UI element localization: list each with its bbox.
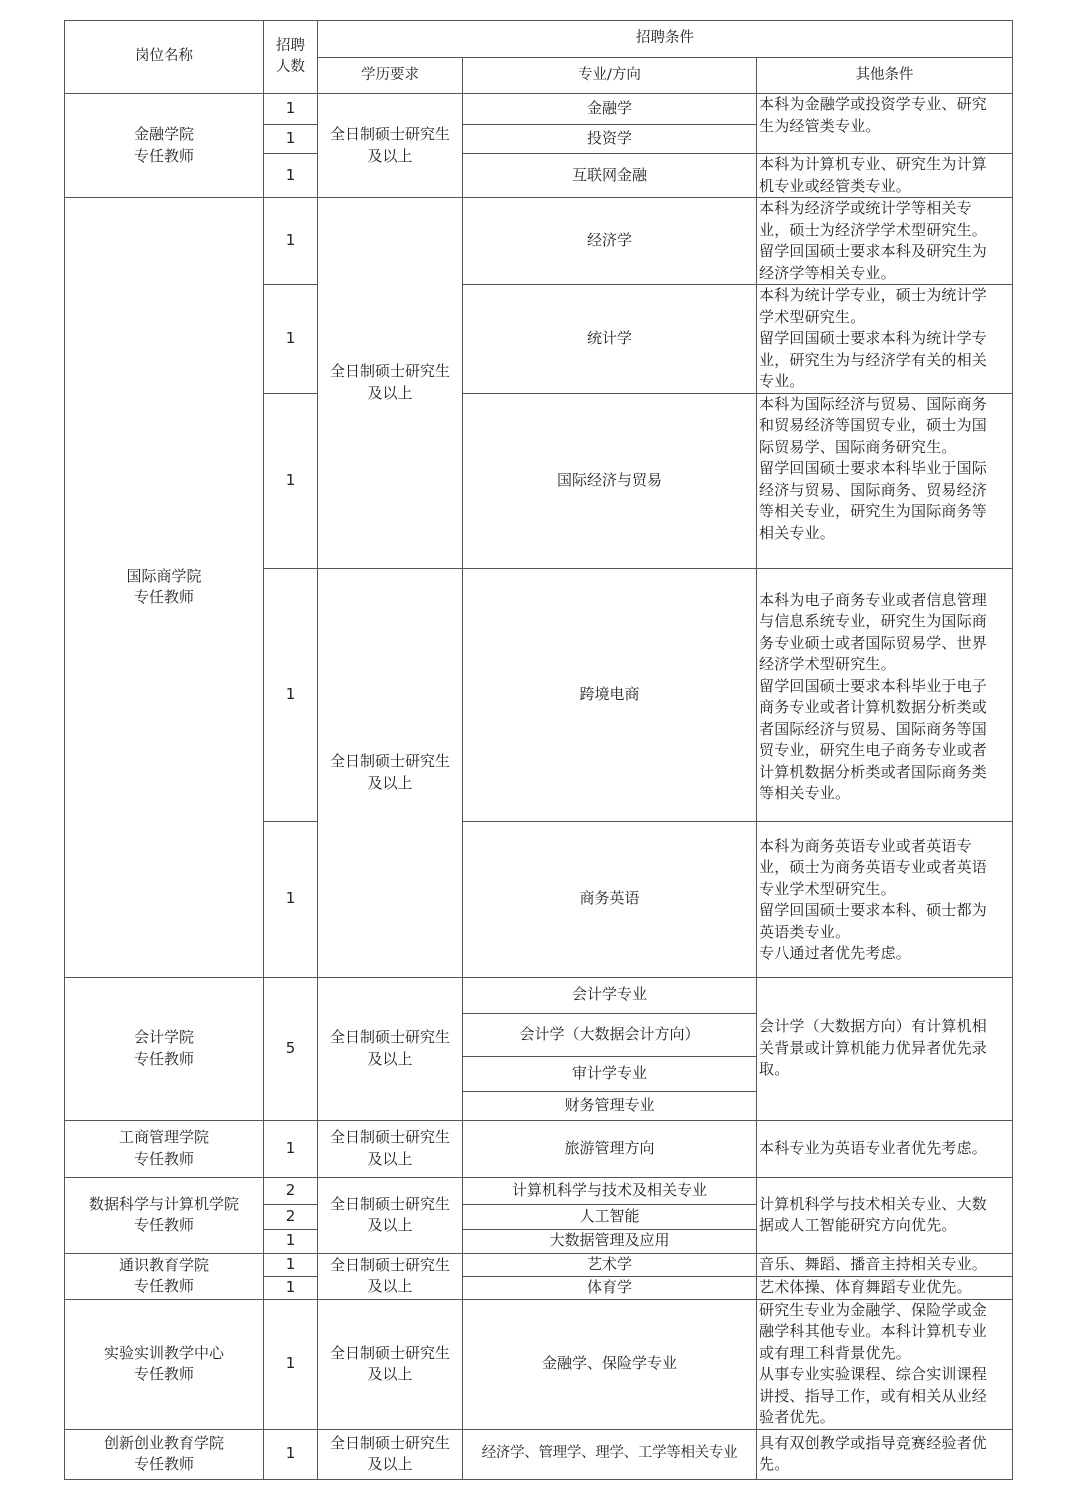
major-cell: 经济学、管理学、理学、工学等相关专业 xyxy=(463,1429,757,1479)
other-cell: 本科为商务英语专业或者英语专 业，硕士为商务英语专业或者英语 专业学术型研究生。 留学回国硕士要求本科、硕士都为 英语类专业。 专八通过者优先考虑。 xyxy=(757,821,1013,977)
count-cell: 1 xyxy=(264,1120,318,1177)
major-cell: 旅游管理方向 xyxy=(463,1120,757,1177)
count-cell: 1 xyxy=(264,1299,318,1429)
count-cell: 1 xyxy=(264,198,318,285)
other-cell: 音乐、舞蹈、播音主持相关专业。 xyxy=(757,1253,1013,1276)
header-major: 专业/方向 xyxy=(463,58,757,94)
education-cell: 全日制硕士研究生 及以上 xyxy=(318,1299,463,1429)
position-lab: 实验实训教学中心 专任教师 xyxy=(65,1299,264,1429)
other-cell: 本科为国际经济与贸易、国际商务 和贸易经济等国贸专业，硕士为国 际贸易学、国际商务研究生。 留学回国硕士要求本科毕业于国际 经济与贸易、国际商务、贸易经济 等相关专业，研究生为国际商务等 相关专业。 xyxy=(757,393,1013,568)
major-cell: 审计学专业 xyxy=(463,1056,757,1091)
header-count: 招聘 人数 xyxy=(264,21,318,94)
major-cell: 金融学 xyxy=(463,94,757,125)
major-cell: 国际经济与贸易 xyxy=(463,393,757,568)
count-cell: 1 xyxy=(264,1229,318,1253)
education-cell: 全日制硕士研究生 及以上 xyxy=(318,94,463,198)
major-cell: 商务英语 xyxy=(463,821,757,977)
other-cell: 具有双创教学或指导竞赛经验者优 先。 xyxy=(757,1429,1013,1479)
count-cell: 5 xyxy=(264,977,318,1120)
education-cell: 全日制硕士研究生 及以上 xyxy=(318,568,463,977)
count-cell: 1 xyxy=(264,1276,318,1299)
count-cell: 2 xyxy=(264,1204,318,1229)
header-conditions: 招聘条件 xyxy=(318,21,1013,58)
education-cell: 全日制硕士研究生 及以上 xyxy=(318,1120,463,1177)
count-cell: 1 xyxy=(264,1253,318,1276)
position-finance: 金融学院 专任教师 xyxy=(65,94,264,198)
major-cell: 经济学 xyxy=(463,198,757,285)
count-cell: 1 xyxy=(264,125,318,154)
education-cell: 全日制硕士研究生 及以上 xyxy=(318,977,463,1120)
count-cell: 1 xyxy=(264,821,318,977)
education-cell: 全日制硕士研究生 及以上 xyxy=(318,1253,463,1299)
other-cell: 本科为电子商务专业或者信息管理 与信息系统专业，研究生为国际商 务专业硕士或者国际贸易学、世界 经济学术型研究生。 留学回国硕士要求本科毕业于电子 商务专业或者计算机数据分析类或 者国际经济与贸易、国际商务等国 贸专业，研究生电子商务专业或者 计算机数据分析类或者国际商务类 等相关专业。 xyxy=(757,568,1013,821)
other-cell: 本科为计算机专业、研究生为计算 机专业或经管类专业。 xyxy=(757,154,1013,198)
count-cell: 1 xyxy=(264,285,318,394)
major-cell: 金融学、保险学专业 xyxy=(463,1299,757,1429)
major-cell: 人工智能 xyxy=(463,1204,757,1229)
header-other: 其他条件 xyxy=(757,58,1013,94)
other-cell: 本科专业为英语专业者优先考虑。 xyxy=(757,1120,1013,1177)
major-cell: 会计学（大数据会计方向） xyxy=(463,1013,757,1056)
major-cell: 会计学专业 xyxy=(463,977,757,1013)
position-innov: 创新创业教育学院 专任教师 xyxy=(65,1429,264,1479)
other-cell: 本科为统计学专业，硕士为统计学 学术型研究生。 留学回国硕士要求本科为统计学专 业，研究生为与经济学有关的相关 专业。 xyxy=(757,285,1013,394)
major-cell: 大数据管理及应用 xyxy=(463,1229,757,1253)
education-cell: 全日制硕士研究生 及以上 xyxy=(318,1429,463,1479)
other-cell: 研究生专业为金融学、保险学或金 融学科其他专业。本科计算机专业 或有理工科背景优先。 从事专业实验课程、综合实训课程 讲授、指导工作，或有相关从业经 验者优先。 xyxy=(757,1299,1013,1429)
major-cell: 统计学 xyxy=(463,285,757,394)
education-cell: 全日制硕士研究生 及以上 xyxy=(318,198,463,569)
position-general: 通识教育学院 专任教师 xyxy=(65,1253,264,1299)
count-cell: 1 xyxy=(264,568,318,821)
count-cell: 1 xyxy=(264,393,318,568)
position-business: 工商管理学院 专任教师 xyxy=(65,1120,264,1177)
other-cell: 本科为金融学或投资学专业、研究 生为经管类专业。 xyxy=(757,94,1013,154)
recruitment-table xyxy=(64,20,1013,1480)
count-cell: 1 xyxy=(264,154,318,198)
major-cell: 计算机科学与技术及相关专业 xyxy=(463,1177,757,1204)
other-cell: 本科为经济学或统计学等相关专 业，硕士为经济学学术型研究生。 留学回国硕士要求本科及研究生为 经济学等相关专业。 xyxy=(757,198,1013,285)
major-cell: 财务管理专业 xyxy=(463,1091,757,1120)
position-datasci: 数据科学与计算机学院 专任教师 xyxy=(65,1177,264,1253)
major-cell: 互联网金融 xyxy=(463,154,757,198)
major-cell: 体育学 xyxy=(463,1276,757,1299)
position-intl: 国际商学院 专任教师 xyxy=(65,198,264,978)
other-cell: 计算机科学与技术相关专业、大数 据或人工智能研究方向优先。 xyxy=(757,1177,1013,1253)
header-education: 学历要求 xyxy=(318,58,463,94)
major-cell: 投资学 xyxy=(463,125,757,154)
position-accounting: 会计学院 专任教师 xyxy=(65,977,264,1120)
count-cell: 1 xyxy=(264,94,318,125)
major-cell: 跨境电商 xyxy=(463,568,757,821)
other-cell: 艺术体操、体育舞蹈专业优先。 xyxy=(757,1276,1013,1299)
other-cell: 会计学（大数据方向）有计算机相 关背景或计算机能力优异者优先录 取。 xyxy=(757,977,1013,1120)
header-position: 岗位名称 xyxy=(65,21,264,94)
count-cell: 1 xyxy=(264,1429,318,1479)
education-cell: 全日制硕士研究生 及以上 xyxy=(318,1177,463,1253)
count-cell: 2 xyxy=(264,1177,318,1204)
major-cell: 艺术学 xyxy=(463,1253,757,1276)
